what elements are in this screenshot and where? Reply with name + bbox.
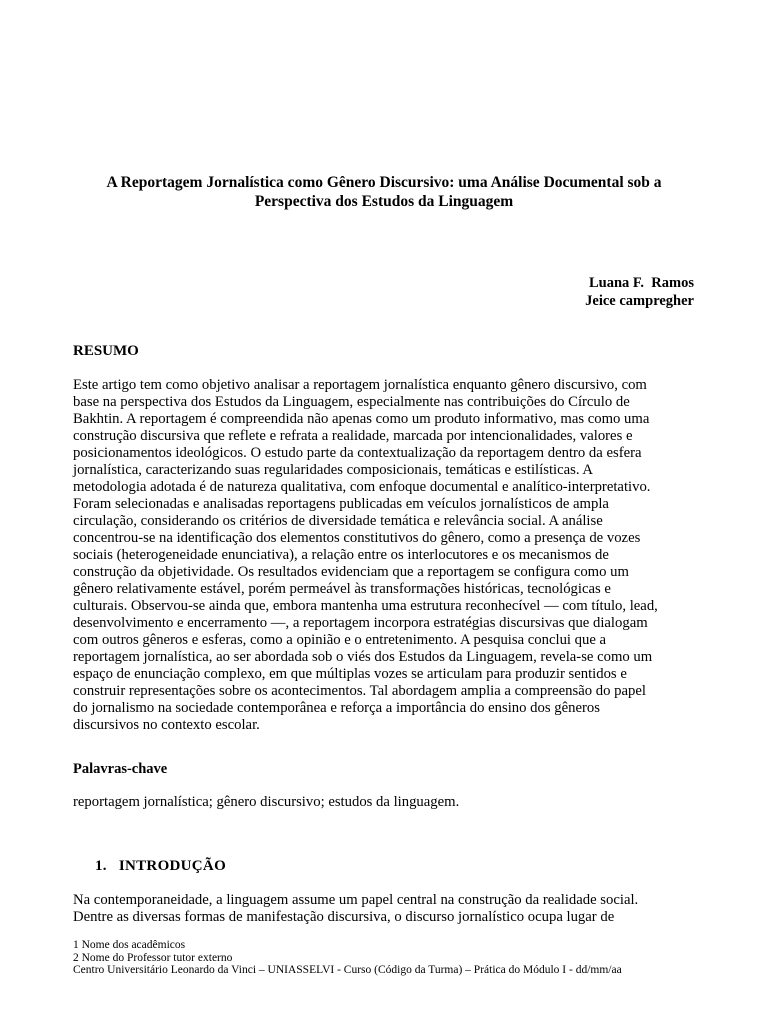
abstract-line: metodologia adotada é de natureza qualitativa, com enfoque documental e analítico-interpretativo.: [73, 479, 651, 495]
introduction-paragraph: [73, 892, 638, 926]
abstract-line: sociais (heterogeneidade enunciativa), a relação entre os interlocutores e os mecanismos de: [73, 547, 609, 563]
abstract-line: construir representações sobre os acontecimentos. Tal abordagem amplia a compreensão do papel: [73, 683, 646, 699]
abstract-line: do jornalismo na sociedade contemporânea e reforça a importância do ensino dos gêneros: [73, 700, 600, 716]
title-line-1: A Reportagem Jornalística como Gênero Discursivo: uma Análise Documental sob a: [106, 174, 662, 191]
abstract-line: discursivos no contexto escolar.: [73, 717, 260, 733]
abstract-line: com outros gêneros e esferas, como a opinião e o entretenimento. A pesquisa conclui que a: [73, 632, 607, 648]
abstract-line: posicionamentos ideológicos. O estudo parte da contextualização da reportagem dentro da esfera: [73, 445, 642, 461]
abstract-line: gênero relativamente estável, porém permeável às transformações históricas, tecnológicas e: [73, 581, 611, 597]
abstract-heading: RESUMO: [73, 343, 139, 359]
keywords-heading: Palavras-chave: [73, 761, 168, 777]
abstract-line: Foram selecionadas e analisadas reportagens publicadas em veículos jornalísticos de ampla: [73, 496, 609, 512]
introduction-line: Dentre as diversas formas de manifestação discursiva, o discurso jornalístico ocupa lugar de: [73, 909, 615, 925]
author-name: Luana F. Ramos: [588, 275, 694, 291]
author-name: Jeice campregher: [585, 293, 694, 309]
abstract-line: concentrou-se na identificação dos elementos constitutivos do gênero, como a presença de vozes: [73, 530, 641, 546]
document-title: [60, 173, 708, 211]
introduction-heading: [95, 858, 226, 875]
abstract-line: base na perspectiva dos Estudos da Linguagem, especialmente nas contribuições do Círculo de: [73, 394, 630, 410]
abstract-line: Este artigo tem como objetivo analisar a reportagem jornalística enquanto gênero discursivo, com: [73, 377, 647, 393]
footnotes: [73, 939, 622, 977]
introduction-line: Na contemporaneidade, a linguagem assume um papel central na construção da realidade social.: [73, 892, 639, 908]
abstract-line: circulação, considerando os critérios de diversidade temática e relevância social. A análise: [73, 513, 603, 529]
footnote: Centro Universitário Leonardo da Vinci – UNIASSELVI - Curso (Código da Turma) – Prática do Módulo I - dd/mm/aa: [73, 964, 622, 976]
abstract-line: Bakhtin. A reportagem é compreendida não apenas como um produto informativo, mas como uma: [73, 411, 650, 427]
abstract-line: desenvolvimento e encerramento —, a reportagem incorpora estratégias discursivas que dialogam: [73, 615, 648, 631]
abstract-line: espaço de enunciação complexo, em que múltiplas vozes se articulam para produzir sentidos e: [73, 666, 627, 682]
abstract-line: construção discursiva que reflete e refrata a realidade, marcada por intencionalidades, valores e: [73, 428, 633, 444]
section-title: INTRODUÇÃO: [118, 858, 227, 874]
abstract-line: construção da objetividade. Os resultados evidenciam que a reportagem se configura como um: [73, 564, 629, 580]
author-block: [585, 274, 694, 310]
abstract-paragraph: [73, 377, 658, 734]
keywords-text: reportagem jornalística; gênero discursivo; estudos da linguagem.: [73, 794, 460, 810]
title-line-2: Perspectiva dos Estudos da Linguagem: [254, 193, 514, 210]
abstract-line: reportagem jornalística, ao ser abordada sob o viés dos Estudos da Linguagem, revela-se como um: [73, 649, 653, 665]
section-number: 1.: [95, 858, 107, 874]
footnote: 2 Nome do Professor tutor externo: [73, 951, 233, 964]
abstract-line: culturais. Observou-se ainda que, embora mantenha uma estrutura reconhecível — com título, lead,: [73, 598, 658, 614]
abstract-line: jornalística, caracterizando suas regularidades composicionais, temáticas e estilísticas. A: [73, 462, 593, 478]
footnote: 1 Nome dos acadêmicos: [73, 939, 186, 951]
